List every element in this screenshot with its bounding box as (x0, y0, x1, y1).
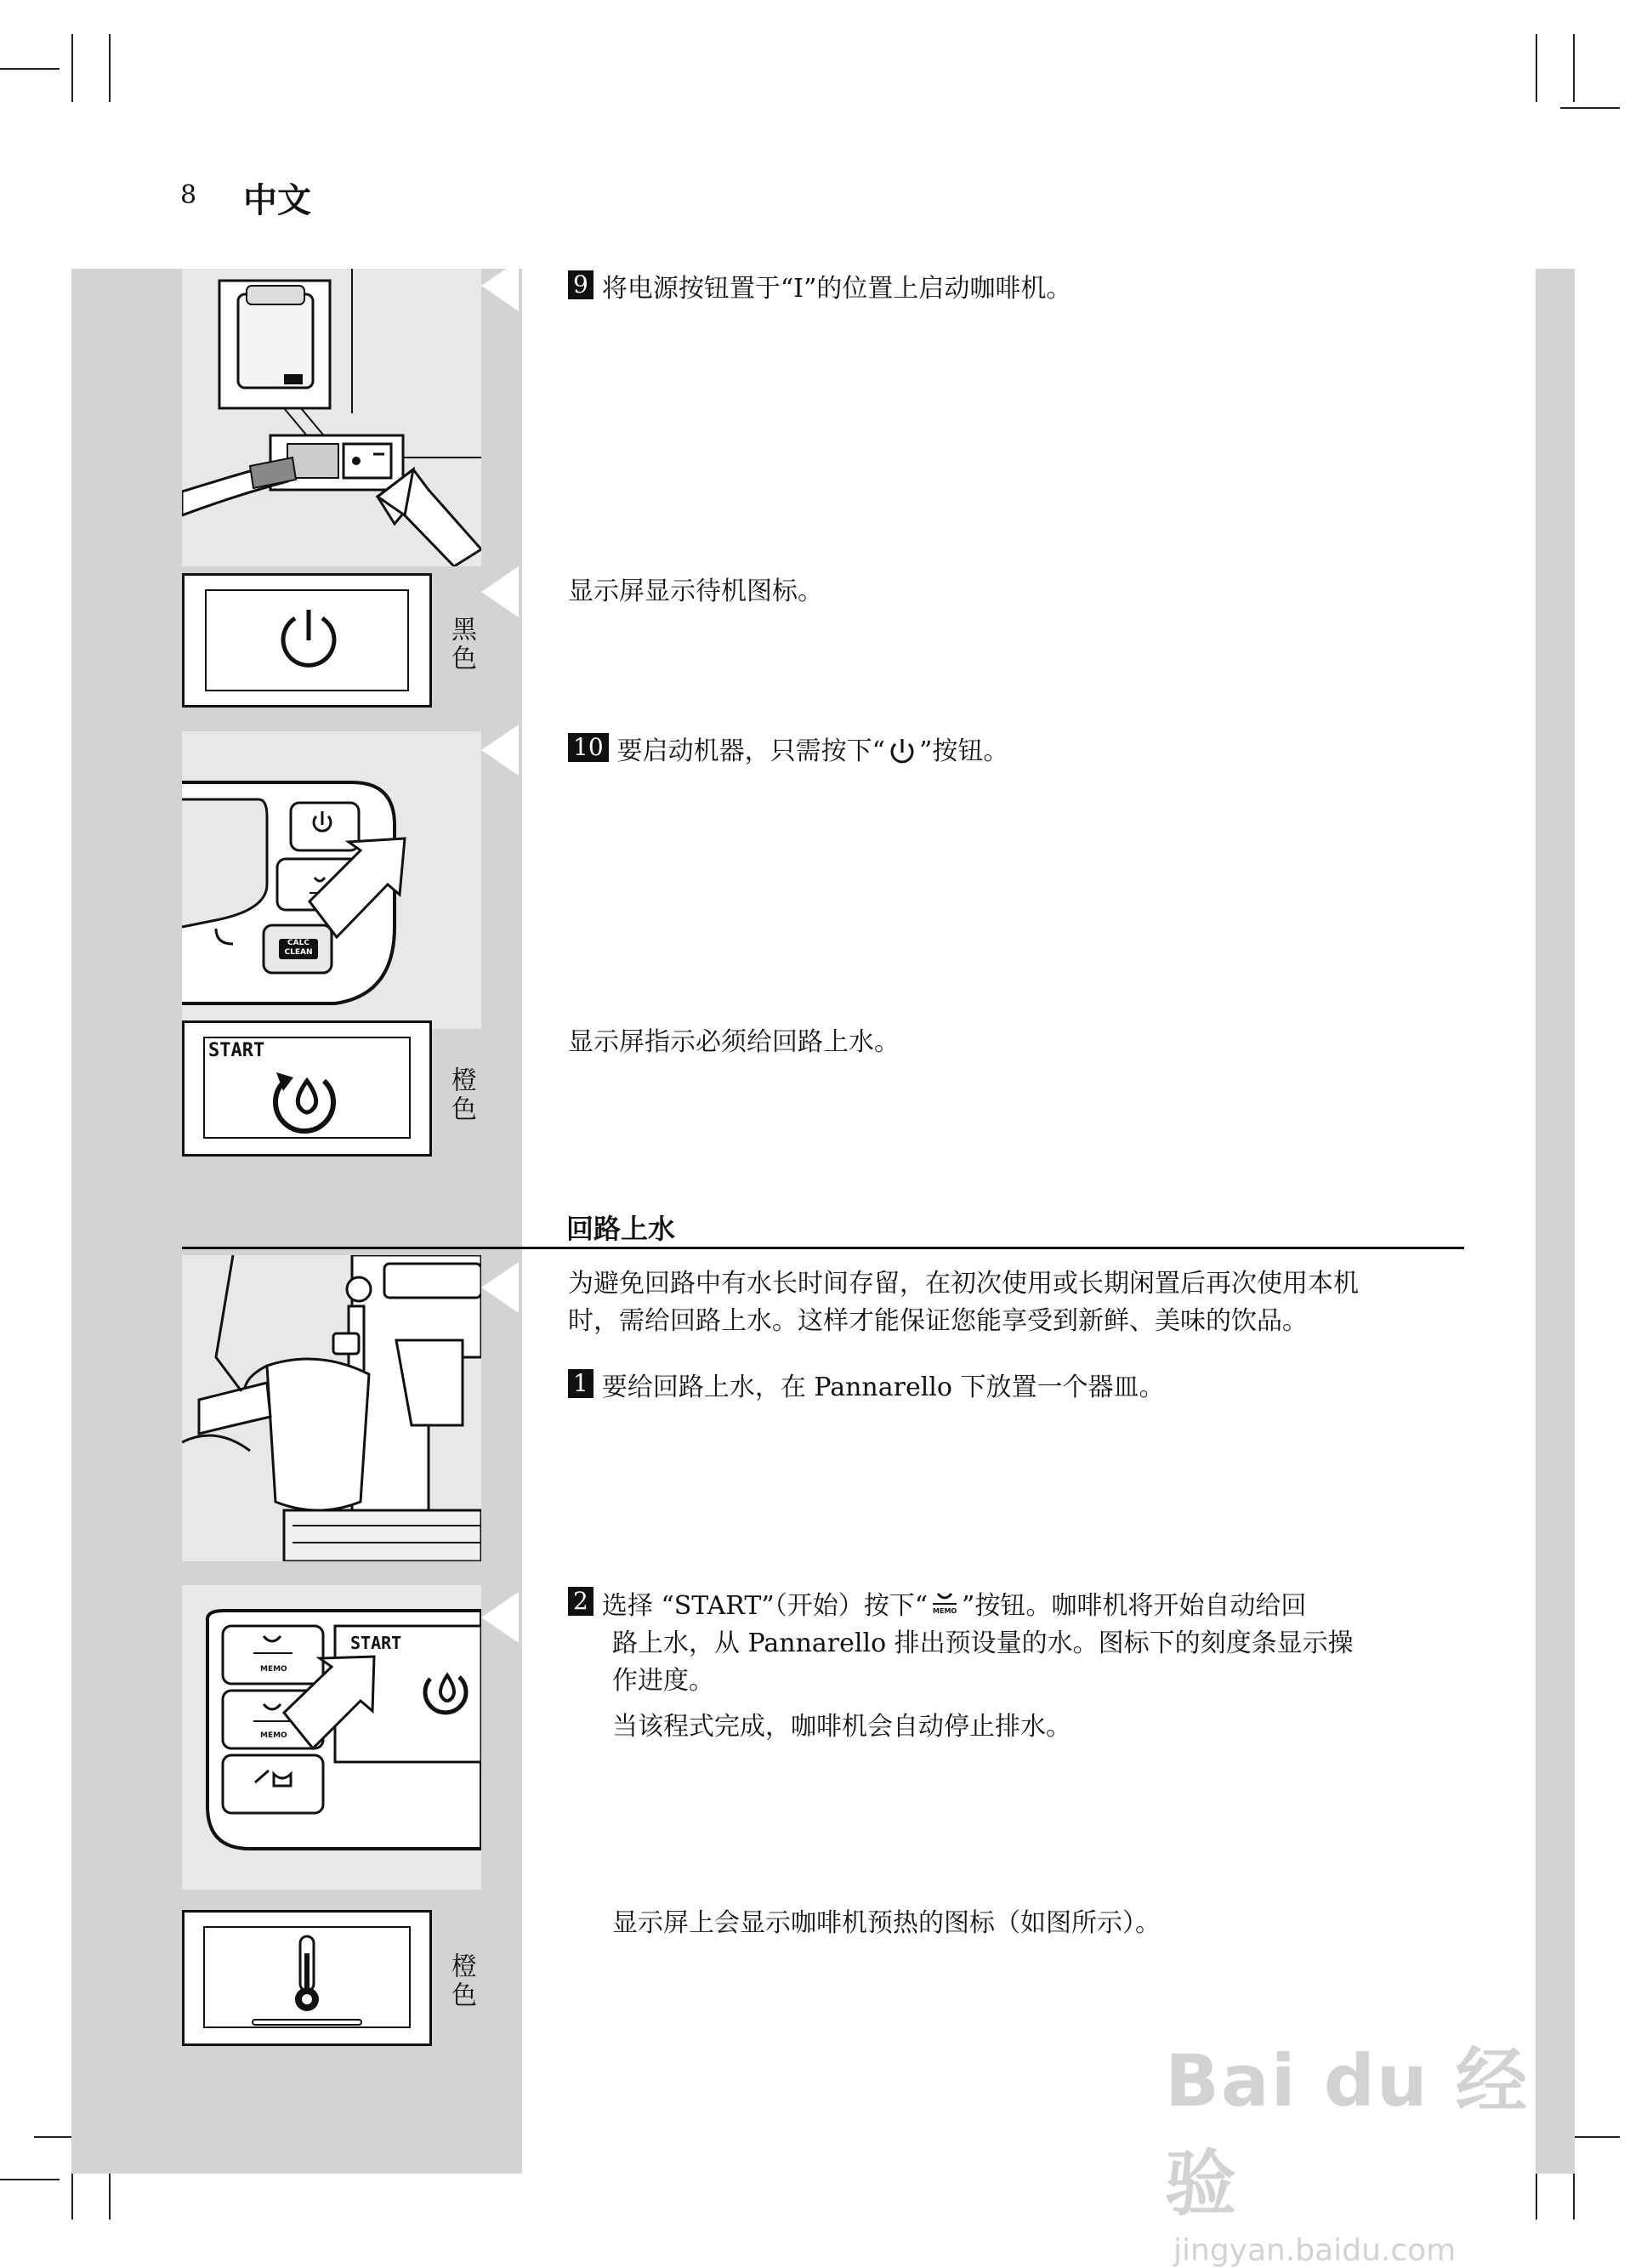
step-2-note: 当该程式完成，咖啡机会自动停止排水。 (612, 1712, 1071, 1742)
crop-mark (0, 68, 60, 70)
standby-note: 显示屏显示待机图标。 (568, 577, 823, 606)
page-language-title: 中文 (243, 181, 311, 220)
crop-mark (109, 34, 111, 102)
power-switch-drawing (182, 269, 481, 566)
step-1 (568, 1369, 1165, 1407)
intro-line-2: 时，需给回路上水。这样才能保证您能享受到新鲜、美味的饮品。 (568, 1306, 1308, 1336)
illustration-pannarello-jug (182, 1255, 481, 1561)
display-start-label: START (208, 1040, 265, 1061)
step-text: 要给回路上水，在 Pannarello 下放置一个器皿。 (601, 1373, 1165, 1402)
power-icon (885, 736, 919, 766)
hot-water-memo-icon (928, 1587, 962, 1619)
section-divider (182, 1247, 1464, 1249)
step-text-line3: 作进度。 (612, 1666, 714, 1696)
memo-label: MEMO (260, 1731, 287, 1740)
memo-inline-label: MEMO (933, 1607, 957, 1615)
preheat-note: 显示屏上会显示咖啡机预热的图标（如图所示）。 (612, 1908, 1161, 1938)
prime-water-drop-icon (205, 1038, 409, 1140)
step-9 (568, 270, 1071, 308)
memo-label: MEMO (260, 1665, 287, 1674)
step-text-after: ”按钮。 (918, 736, 1009, 766)
section-heading-priming: 回路上水 (566, 1213, 676, 1245)
calc-clean-button-label (279, 939, 318, 959)
pannarello-jug-drawing (182, 1255, 481, 1561)
control-panel-drawing (182, 731, 481, 1029)
step-number-badge: 2 (568, 1587, 593, 1616)
baidu-watermark (1165, 2024, 1539, 2268)
display-standby (182, 573, 432, 708)
color-label-black: 黑色 (446, 616, 476, 674)
step-2 (568, 1587, 1354, 1746)
illustration-start-label: START (350, 1633, 402, 1653)
step-text-before: 要启动机器，只需按下“ (616, 736, 885, 766)
step-number-badge: 1 (568, 1369, 593, 1398)
calc-label: CALC (287, 939, 310, 947)
callout-notch (481, 1592, 519, 1643)
prime-required-note: 显示屏指示必须给回路上水。 (568, 1027, 900, 1057)
step-text-line1-before: 选择 “START”（开始）按下“ (601, 1591, 929, 1621)
step-text: 将电源按钮置于“I”的位置上启动咖啡机。 (601, 274, 1072, 304)
color-label-orange: 橙色 (446, 1066, 476, 1124)
step-number-badge: 9 (568, 270, 593, 299)
crop-mark (71, 34, 73, 102)
step-10 (568, 733, 1008, 770)
callout-notch (481, 260, 519, 311)
hot-water-button-drawing (182, 1585, 481, 1890)
display-screen (203, 1926, 411, 2028)
step-number-badge: 10 (568, 733, 609, 762)
crop-mark (1573, 34, 1575, 102)
illustration-hot-water-button (182, 1585, 481, 1890)
display-start-prime (182, 1020, 432, 1157)
watermark-url: jingyan.baidu.com (1173, 2233, 1457, 2268)
clean-label: CLEAN (284, 948, 313, 957)
crop-mark (0, 2179, 60, 2180)
illustration-power-switch (182, 269, 481, 566)
illustration-control-panel (182, 731, 481, 1029)
intro-line-1: 为避免回路中有水长时间存留，在初次使用或长期闲置后再次使用本机 (568, 1269, 1359, 1299)
display-preheat (182, 1910, 432, 2046)
callout-notch (481, 1262, 519, 1313)
callout-notch (481, 566, 519, 617)
display-screen (205, 589, 409, 691)
crop-mark (1536, 34, 1537, 102)
standby-power-icon (207, 591, 411, 691)
step-text-line1-after: ”按钮。咖啡机将开始自动给回 (962, 1591, 1307, 1621)
crop-mark (1560, 107, 1620, 109)
step-text-line2: 路上水，从 Pannarello 排出预设量的水。图标下的刻度条显示操 (612, 1629, 1354, 1658)
color-label-orange: 橙色 (446, 1953, 476, 2010)
callout-notch (481, 725, 519, 776)
page-number: 8 (180, 180, 197, 210)
thermometer-icon (205, 1928, 409, 2030)
watermark-logo: Bai du 经验 (1165, 2039, 1529, 2225)
right-margin-band (1536, 269, 1575, 2174)
display-screen (203, 1037, 411, 1139)
priming-intro (568, 1265, 1359, 1340)
